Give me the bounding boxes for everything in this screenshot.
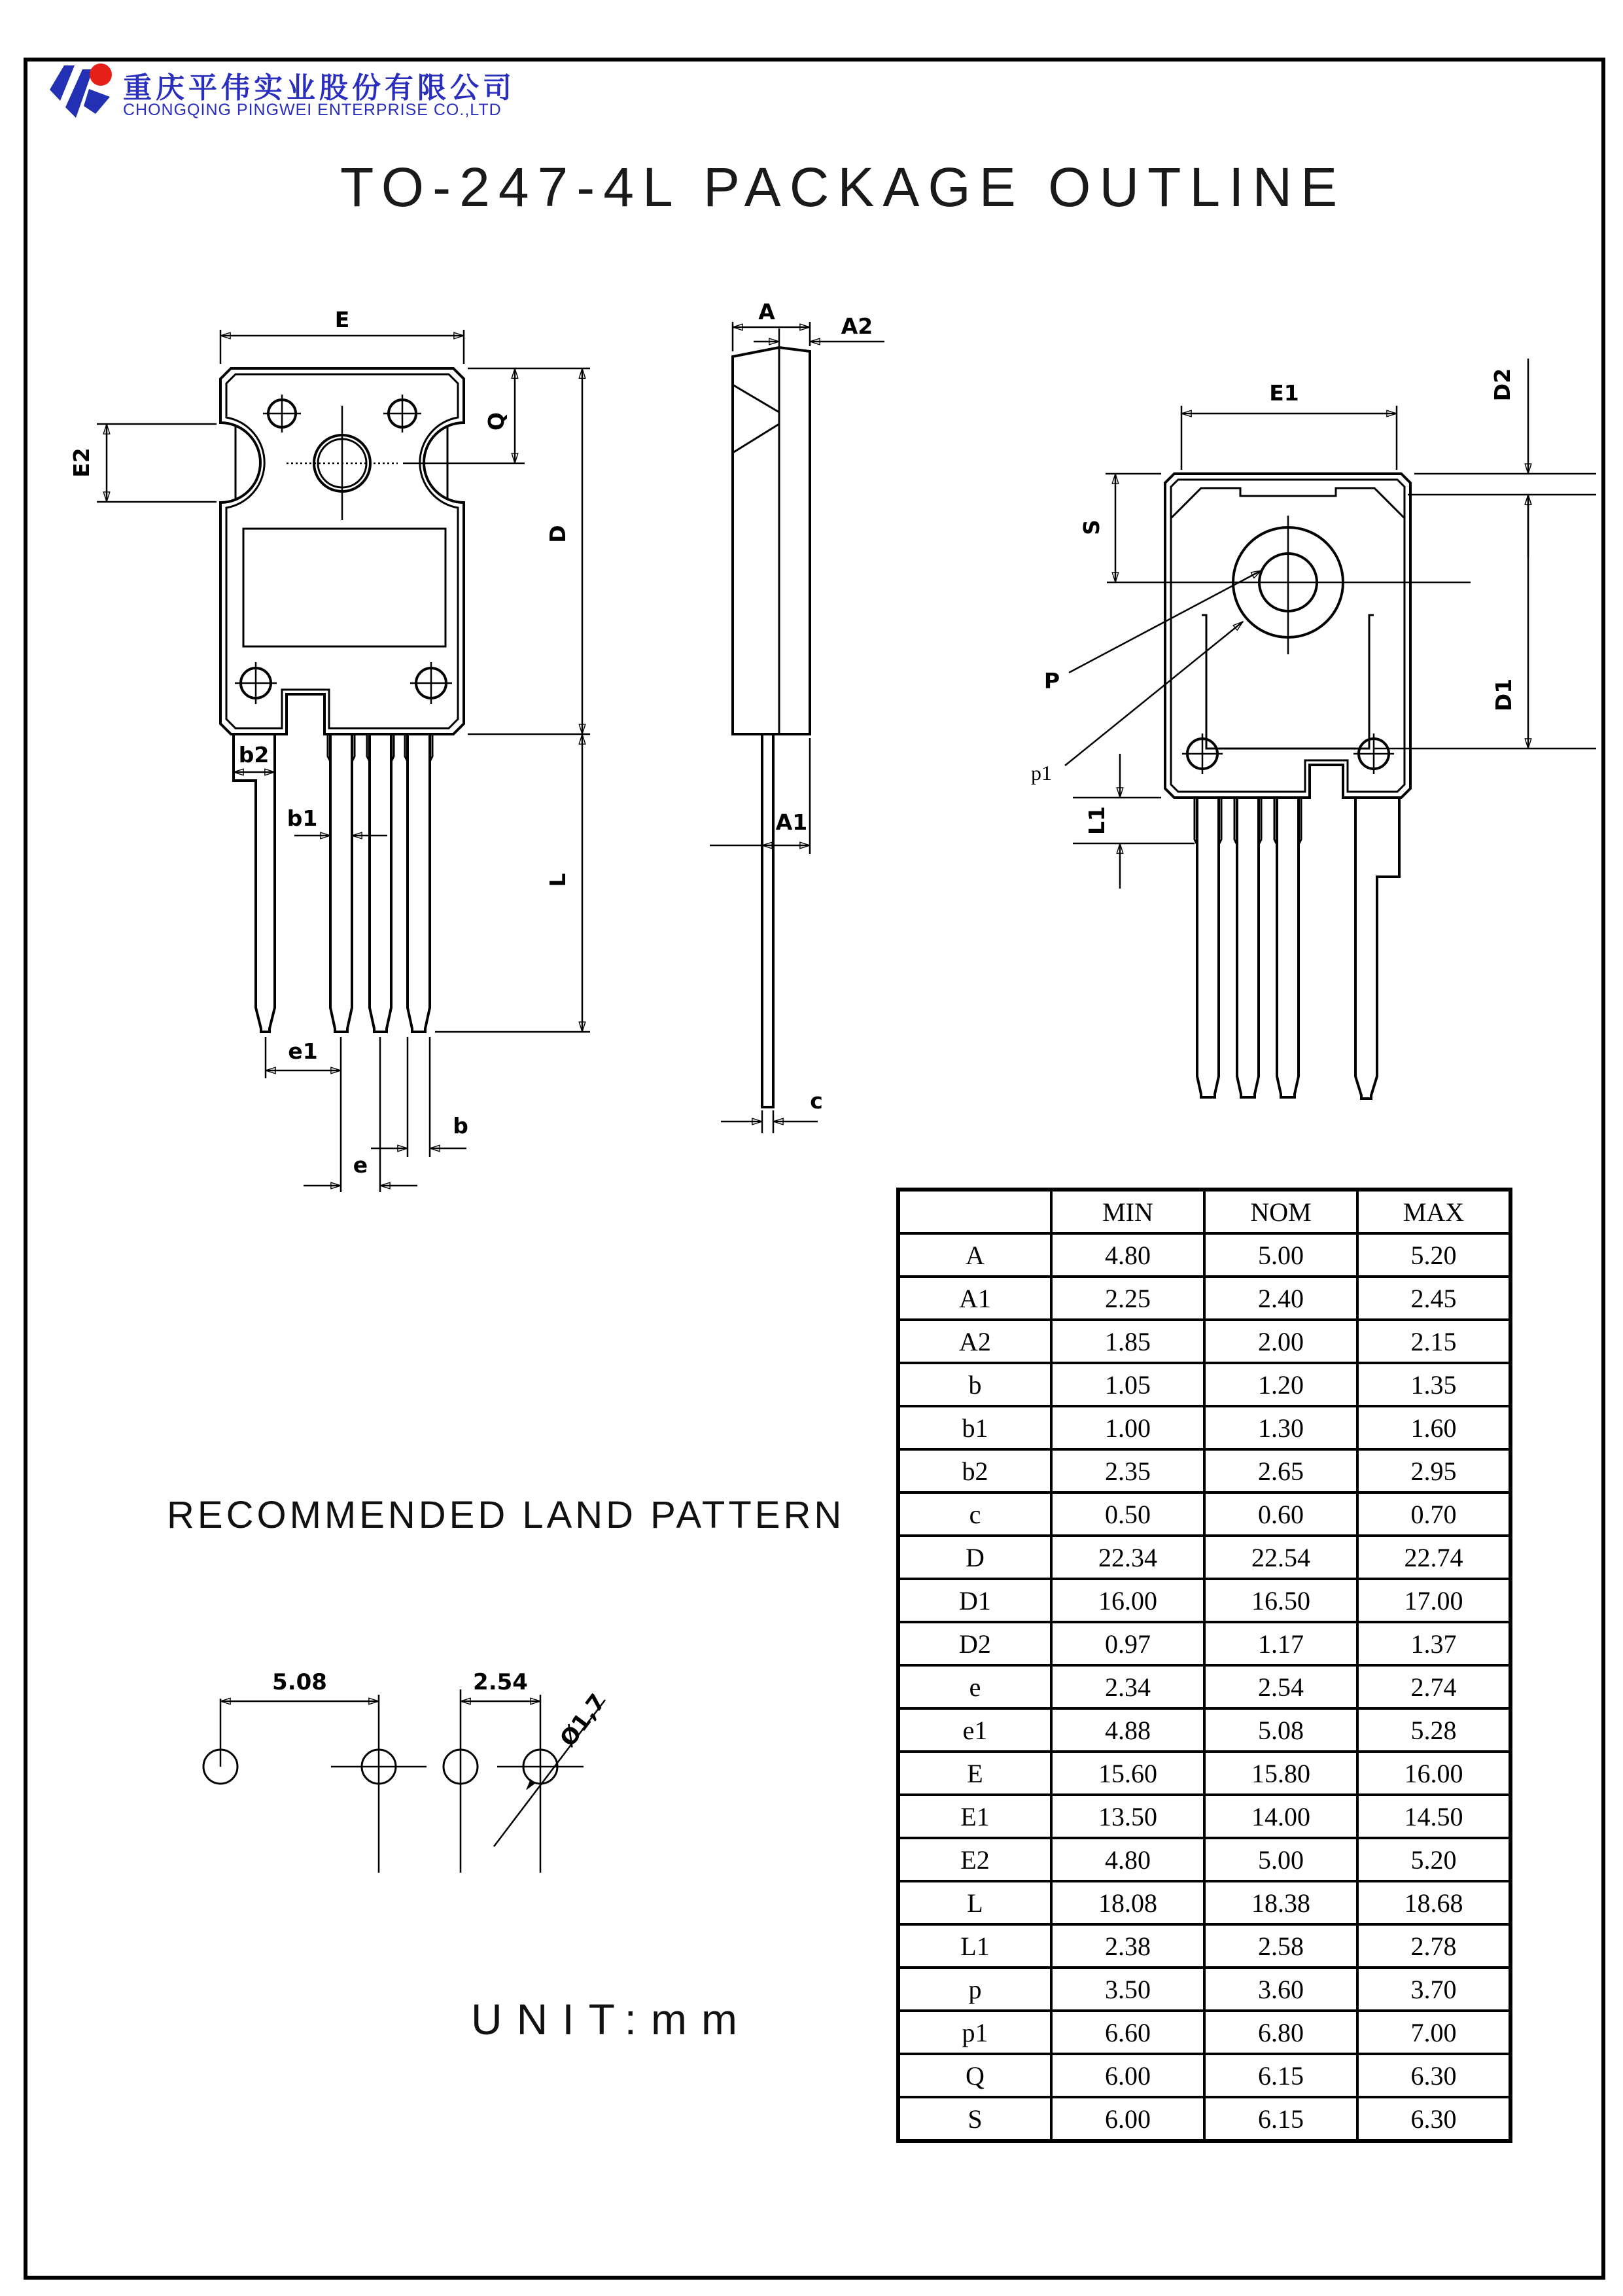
cell-min: 1.00 [1051,1406,1204,1449]
land-pattern-heading: RECOMMENDED LAND PATTERN [167,1494,845,1536]
cell-nom: 22.54 [1204,1536,1357,1579]
cell-max: 16.00 [1357,1752,1510,1795]
cell-max: 2.45 [1357,1277,1510,1320]
table-row [898,1579,1510,1622]
cell-max: 2.78 [1357,1924,1510,1968]
cell-symbol: L1 [898,1924,1051,1968]
cell-nom: 6.15 [1204,2097,1357,2141]
dim-label-E: E [334,307,350,332]
table-row [898,1320,1510,1363]
cell-symbol: p [898,1968,1051,2011]
cell-min: 6.00 [1051,2054,1204,2097]
cell-min: 1.85 [1051,1320,1204,1363]
dim-label-e: e [353,1152,368,1178]
cell-min: 18.08 [1051,1881,1204,1924]
cell-symbol: L [898,1881,1051,1924]
cell-symbol: D1 [898,1579,1051,1622]
company-name-cn: 重庆平伟实业股份有限公司 [123,72,515,104]
cell-min: 4.88 [1051,1708,1204,1752]
cell-symbol: D [898,1536,1051,1579]
dim-label-b2: b2 [238,742,270,768]
dim-label-Q: Q [483,412,509,431]
dim-label-D2: D2 [1490,368,1515,402]
dim-label-pitch1: 5.08 [272,1669,327,1695]
dim-label-P: P [1043,668,1060,694]
dim-label-b1: b1 [287,805,318,831]
cell-nom: 1.20 [1204,1363,1357,1406]
header-nom: NOM [1204,1190,1357,1233]
cell-max: 1.37 [1357,1622,1510,1665]
table-row [898,1536,1510,1579]
cell-max: 5.28 [1357,1708,1510,1752]
cell-symbol: A [898,1233,1051,1277]
table-row [898,1838,1510,1881]
cell-nom: 6.80 [1204,2011,1357,2054]
back-view [1031,359,1596,1099]
front-view [69,307,590,1192]
table-row [898,2097,1510,2141]
unit-note: UNIT:mm [471,1995,752,2043]
cell-min: 2.35 [1051,1449,1204,1492]
cell-nom: 5.08 [1204,1708,1357,1752]
table-row [898,1363,1510,1406]
header-max: MAX [1357,1190,1510,1233]
cell-nom: 0.60 [1204,1492,1357,1536]
cell-max: 17.00 [1357,1579,1510,1622]
table-row [898,1924,1510,1968]
header-min: MIN [1051,1190,1204,1233]
cell-max: 7.00 [1357,2011,1510,2054]
cell-symbol: p1 [898,2011,1051,2054]
cell-nom: 2.00 [1204,1320,1357,1363]
dim-label-A2: A2 [841,313,873,339]
dim-label-S: S [1079,520,1104,535]
cell-symbol: A1 [898,1277,1051,1320]
table-row [898,2011,1510,2054]
cell-symbol: A2 [898,1320,1051,1363]
cell-nom: 15.80 [1204,1752,1357,1795]
cell-symbol: E1 [898,1795,1051,1838]
cell-max: 2.95 [1357,1449,1510,1492]
table-row [898,1277,1510,1320]
cell-min: 6.00 [1051,2097,1204,2141]
cell-symbol: S [898,2097,1051,2141]
cell-min: 4.80 [1051,1233,1204,1277]
cell-max: 3.70 [1357,1968,1510,2011]
cell-nom: 5.00 [1204,1233,1357,1277]
dim-label-diameter: Ø1,7 [555,1689,612,1752]
cell-min: 15.60 [1051,1752,1204,1795]
cell-nom: 16.50 [1204,1579,1357,1622]
cell-nom: 2.65 [1204,1449,1357,1492]
dim-label-p1: p1 [1031,761,1052,785]
cell-min: 2.38 [1051,1924,1204,1968]
dim-label-b: b [453,1113,468,1139]
dim-label-E2: E2 [69,448,94,478]
table-header-row [898,1190,1510,1233]
cell-symbol: b2 [898,1449,1051,1492]
cell-max: 5.20 [1357,1838,1510,1881]
dim-label-e1: e1 [288,1038,318,1064]
cell-nom: 1.17 [1204,1622,1357,1665]
table-row [898,1622,1510,1665]
cell-nom: 18.38 [1204,1881,1357,1924]
dim-label-E1: E1 [1269,380,1299,406]
table-row [898,1665,1510,1708]
cell-nom: 1.30 [1204,1406,1357,1449]
table-row [898,1752,1510,1795]
cell-max: 18.68 [1357,1881,1510,1924]
cell-min: 4.80 [1051,1838,1204,1881]
cell-nom: 2.58 [1204,1924,1357,1968]
cell-min: 3.50 [1051,1968,1204,2011]
cell-max: 2.74 [1357,1665,1510,1708]
cell-symbol: Q [898,2054,1051,2097]
cell-symbol: e [898,1665,1051,1708]
land-pattern [203,1669,611,1873]
cell-symbol: E2 [898,1838,1051,1881]
dimension-table [896,1188,1512,2143]
cell-nom: 3.60 [1204,1968,1357,2011]
cell-symbol: D2 [898,1622,1051,1665]
cell-min: 13.50 [1051,1795,1204,1838]
dim-label-D: D [545,525,570,543]
cell-min: 2.34 [1051,1665,1204,1708]
cell-min: 22.34 [1051,1536,1204,1579]
table-row [898,1406,1510,1449]
dim-label-pitch2: 2.54 [473,1669,528,1695]
dim-label-L: L [545,873,570,887]
table-row [898,1881,1510,1924]
cell-max: 5.20 [1357,1233,1510,1277]
cell-symbol: b1 [898,1406,1051,1449]
cell-max: 0.70 [1357,1492,1510,1536]
cell-max: 1.35 [1357,1363,1510,1406]
table-row [898,1233,1510,1277]
cell-min: 2.25 [1051,1277,1204,1320]
cell-max: 6.30 [1357,2054,1510,2097]
cell-nom: 5.00 [1204,1838,1357,1881]
header-blank [898,1190,1051,1233]
side-view [710,299,884,1133]
dim-label-A: A [758,299,775,325]
cell-max: 6.30 [1357,2097,1510,2141]
table-row [898,2054,1510,2097]
table-row [898,1968,1510,2011]
cell-symbol: E [898,1752,1051,1795]
page-title: TO-247-4L PACKAGE OUTLINE [340,156,1346,218]
cell-max: 14.50 [1357,1795,1510,1838]
cell-nom: 14.00 [1204,1795,1357,1838]
cell-min: 16.00 [1051,1579,1204,1622]
company-name-en: CHONGQING PINGWEI ENTERPRISE CO.,LTD [123,101,502,119]
cell-min: 0.97 [1051,1622,1204,1665]
cell-nom: 2.54 [1204,1665,1357,1708]
cell-min: 1.05 [1051,1363,1204,1406]
dim-label-D1: D1 [1491,678,1516,712]
cell-max: 2.15 [1357,1320,1510,1363]
cell-symbol: c [898,1492,1051,1536]
table-row [898,1492,1510,1536]
cell-symbol: e1 [898,1708,1051,1752]
dim-label-L1: L1 [1084,806,1109,835]
cell-nom: 2.40 [1204,1277,1357,1320]
dim-label-c: c [810,1088,823,1114]
dim-label-A1: A1 [775,809,808,835]
cell-nom: 6.15 [1204,2054,1357,2097]
cell-symbol: b [898,1363,1051,1406]
table-row [898,1708,1510,1752]
table-row [898,1449,1510,1492]
cell-min: 0.50 [1051,1492,1204,1536]
cell-min: 6.60 [1051,2011,1204,2054]
table-row [898,1795,1510,1838]
cell-max: 1.60 [1357,1406,1510,1449]
cell-max: 22.74 [1357,1536,1510,1579]
